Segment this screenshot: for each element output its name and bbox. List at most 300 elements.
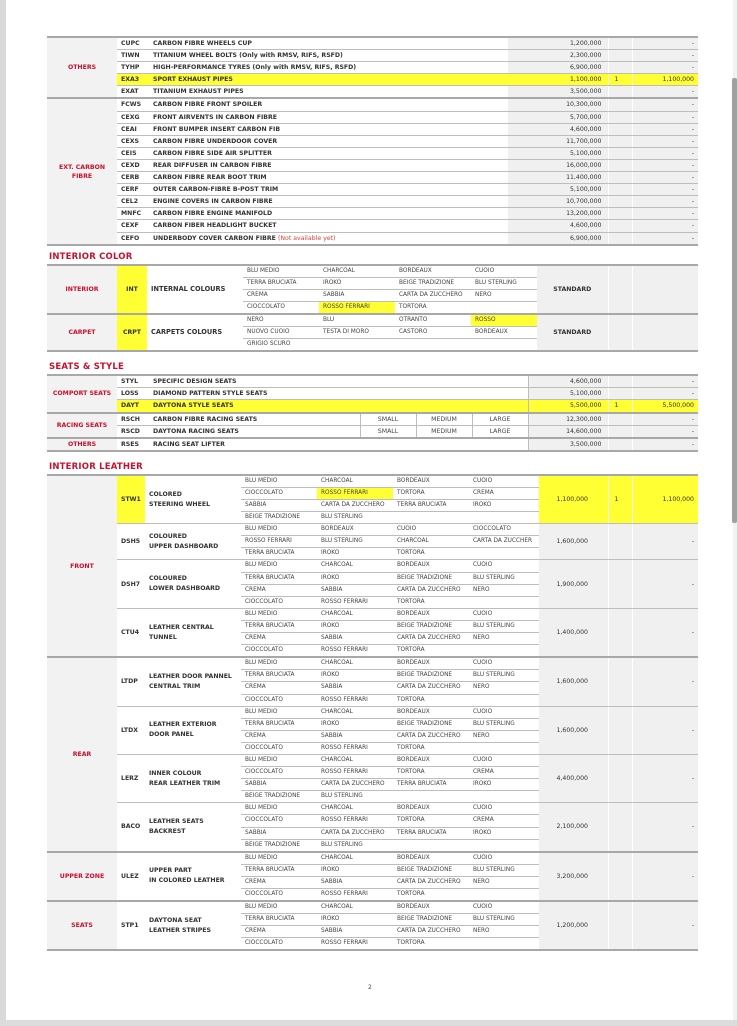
size-option-large[interactable]: LARGE xyxy=(472,425,528,438)
description-line-1: COLOURED xyxy=(149,575,187,583)
color-option[interactable]: CUOIO xyxy=(469,657,539,670)
color-option[interactable]: TORTORA xyxy=(393,694,469,706)
option-row[interactable] xyxy=(47,74,698,86)
color-option[interactable]: BORDEAUX xyxy=(395,265,471,278)
option-code: LTDX xyxy=(117,706,145,754)
option-row[interactable] xyxy=(47,413,698,426)
option-quantity xyxy=(608,413,632,426)
option-price: 13,200,000 xyxy=(508,208,608,220)
description-line-2: UPPER DASHBOARD xyxy=(149,542,219,550)
color-option[interactable]: CUOIO xyxy=(471,265,537,278)
option-price: 3,500,000 xyxy=(508,86,608,99)
option-quantity xyxy=(608,560,632,608)
color-option[interactable]: CIOCCOLATO xyxy=(243,301,319,314)
color-option[interactable]: CIOCCOLATO xyxy=(241,938,317,951)
color-option[interactable]: TORTORA xyxy=(393,742,469,754)
leather-row xyxy=(47,608,698,620)
option-description xyxy=(145,475,241,524)
option-price: 1,200,000 xyxy=(539,901,608,950)
option-row[interactable] xyxy=(47,425,698,438)
option-code: CERF xyxy=(117,184,149,196)
option-description-text: FRONT BUMPER INSERT CARBON FIB xyxy=(153,125,281,133)
description-line-2: IN COLORED LEATHER xyxy=(149,877,225,885)
option-description xyxy=(149,147,508,159)
color-option[interactable]: TERRA BRUCIATA xyxy=(241,548,317,560)
option-code: STP1 xyxy=(117,901,145,950)
color-option[interactable]: IROKO xyxy=(469,500,539,512)
option-total: - xyxy=(632,560,698,608)
color-option[interactable]: BLU xyxy=(319,314,395,327)
option-row[interactable] xyxy=(47,62,698,74)
size-option-small[interactable]: SMALL xyxy=(360,425,416,438)
color-option[interactable]: BORDEAUX xyxy=(393,852,469,865)
color-option[interactable]: ROSSO xyxy=(471,314,537,327)
color-option[interactable]: ROSSO FERRARI xyxy=(317,645,393,658)
description-line-2: STEERING WHEEL xyxy=(149,500,211,508)
color-option xyxy=(469,694,539,706)
option-row[interactable] xyxy=(47,135,698,147)
option-description-text: CARBON FIBRE SIDE AIR SPLITTER xyxy=(153,149,272,157)
seats-style-table xyxy=(47,374,698,452)
color-option[interactable]: SABBIA xyxy=(241,827,317,839)
option-price: 1,100,000 xyxy=(508,74,608,86)
option-price: 1,600,000 xyxy=(539,524,608,560)
color-option[interactable]: ROSSO FERRARI xyxy=(317,767,393,779)
option-row[interactable] xyxy=(47,50,698,62)
color-option[interactable]: CREMA xyxy=(243,289,319,301)
size-option-medium[interactable]: MEDIUM xyxy=(416,413,472,426)
availability-note: (Not available yet) xyxy=(278,234,336,242)
option-code: CEIS xyxy=(117,147,149,159)
option-total: - xyxy=(632,123,698,135)
color-option[interactable]: BEIGE TRADIZIONE xyxy=(393,914,469,926)
color-option[interactable]: SABBIA xyxy=(317,633,393,645)
color-option[interactable]: CUOIO xyxy=(469,608,539,620)
color-option[interactable]: CREMA xyxy=(241,682,317,694)
color-option[interactable]: BEIGE TRADIZIONE xyxy=(393,620,469,632)
option-row[interactable] xyxy=(47,37,698,50)
color-option[interactable]: CARTA DA ZUCCHERO xyxy=(393,876,469,888)
color-option[interactable]: BLU STERLING xyxy=(317,791,393,803)
color-option[interactable]: GRIGIO SCURO xyxy=(243,339,319,352)
color-option[interactable]: CHARCOAL xyxy=(317,657,393,670)
option-description xyxy=(149,184,508,196)
color-option[interactable]: NERO xyxy=(469,730,539,742)
color-option[interactable]: CASTORO xyxy=(395,327,471,339)
color-option[interactable]: CIOCCOLATO xyxy=(241,742,317,754)
color-option[interactable]: BLU STERLING xyxy=(469,864,539,876)
color-option[interactable]: BEIGE TRADIZIONE xyxy=(395,277,471,289)
color-option[interactable]: BEIGE TRADIZIONE xyxy=(241,791,317,803)
description-line-2: LOWER DASHBOARD xyxy=(149,585,221,593)
color-option[interactable]: CHARCOAL xyxy=(317,803,393,815)
color-option[interactable]: CREMA xyxy=(469,767,539,779)
option-code: STYL xyxy=(117,375,149,388)
color-option[interactable]: BLU MEDIO xyxy=(241,754,317,766)
option-code: STW1 xyxy=(117,475,145,524)
color-option[interactable]: ROSSO FERRARI xyxy=(317,487,393,499)
option-row[interactable] xyxy=(47,196,698,208)
color-option[interactable]: NERO xyxy=(469,682,539,694)
option-row[interactable] xyxy=(47,159,698,171)
color-option[interactable]: TERRA BRUCIATA xyxy=(241,864,317,876)
color-option[interactable]: BORDEAUX xyxy=(471,327,537,339)
options-table-others xyxy=(47,36,698,246)
color-option[interactable]: CREMA xyxy=(241,633,317,645)
color-option[interactable]: BEIGE TRADIZIONE xyxy=(241,512,317,524)
color-option[interactable]: IROKO xyxy=(317,864,393,876)
color-option[interactable]: CARTA DA ZUCCHER xyxy=(469,536,539,548)
color-option[interactable]: CARTA DA ZUCCHERO xyxy=(317,827,393,839)
group-label: UPPER ZONE xyxy=(47,852,117,901)
color-option[interactable]: CARTA DA ZUCCHERO xyxy=(393,730,469,742)
option-code: INT xyxy=(117,265,147,314)
color-option[interactable]: ROSSO FERRARI xyxy=(317,815,393,827)
color-option[interactable]: ROSSO FERRARI xyxy=(241,536,317,548)
leather-row xyxy=(47,803,698,815)
option-row[interactable] xyxy=(47,232,698,245)
color-option[interactable]: CARTA DA ZUCCHERO xyxy=(393,926,469,938)
color-option[interactable]: NERO xyxy=(469,584,539,596)
option-total: - xyxy=(632,37,698,50)
color-option[interactable]: CUOIO xyxy=(469,706,539,718)
color-option[interactable]: SABBIA xyxy=(319,289,395,301)
option-row[interactable] xyxy=(47,220,698,232)
color-option[interactable]: CUOIO xyxy=(469,754,539,766)
color-option[interactable]: IROKO xyxy=(469,779,539,791)
color-option[interactable]: BLU MEDIO xyxy=(241,657,317,670)
size-option-small[interactable]: SMALL xyxy=(360,413,416,426)
color-option[interactable]: SABBIA xyxy=(317,584,393,596)
page-number: 2 xyxy=(368,984,372,991)
color-option[interactable]: CUOIO xyxy=(469,901,539,914)
color-option[interactable]: CREMA xyxy=(469,815,539,827)
color-option[interactable]: TORTORA xyxy=(393,889,469,902)
color-option[interactable]: CHARCOAL xyxy=(393,536,469,548)
option-description: CARPETS COLOURS xyxy=(147,314,243,351)
color-option[interactable]: CUOIO xyxy=(469,475,539,488)
color-option[interactable]: TORTORA xyxy=(395,301,471,314)
option-total: - xyxy=(632,86,698,99)
option-price: 1,600,000 xyxy=(539,706,608,754)
color-option[interactable]: SABBIA xyxy=(241,779,317,791)
color-option[interactable]: TERRA BRUCIATA xyxy=(241,572,317,584)
color-option[interactable]: TERRA BRUCIATA xyxy=(393,500,469,512)
color-option[interactable]: CREMA xyxy=(241,584,317,596)
option-total: - xyxy=(632,425,698,438)
color-option[interactable]: TERRA BRUCIATA xyxy=(241,620,317,632)
option-total: - xyxy=(632,220,698,232)
option-quantity xyxy=(608,184,632,196)
option-total: - xyxy=(632,608,698,657)
option-total: - xyxy=(632,50,698,62)
color-option[interactable]: CIOCCOLATO xyxy=(241,645,317,658)
color-option[interactable]: BLU STERLING xyxy=(469,718,539,730)
option-price: 1,900,000 xyxy=(539,560,608,608)
color-option[interactable]: NERO xyxy=(469,926,539,938)
color-option[interactable]: BLU STERLING xyxy=(471,277,537,289)
option-description-text: OUTER CARBON-FIBRE B-POST TRIM xyxy=(153,186,279,194)
color-option[interactable]: CARTA DA ZUCCHERO xyxy=(317,500,393,512)
color-option[interactable]: BORDEAUX xyxy=(393,803,469,815)
color-option[interactable]: IROKO xyxy=(317,670,393,682)
option-description-text: ENGINE COVERS IN CARBON FIBRE xyxy=(153,198,273,206)
color-option[interactable]: SABBIA xyxy=(241,500,317,512)
option-description xyxy=(149,98,508,111)
option-row[interactable] xyxy=(47,375,698,388)
color-option[interactable]: CARTA DA ZUCCHERO xyxy=(393,682,469,694)
option-quantity xyxy=(608,314,632,351)
color-option[interactable]: CHARCOAL xyxy=(319,265,395,278)
color-option[interactable]: SABBIA xyxy=(317,730,393,742)
color-option[interactable]: CUOIO xyxy=(469,560,539,572)
color-option[interactable]: IROKO xyxy=(317,718,393,730)
color-option[interactable]: IROKO xyxy=(317,914,393,926)
color-option[interactable]: BLU MEDIO xyxy=(241,475,317,488)
color-option[interactable]: NERO xyxy=(469,876,539,888)
color-option[interactable]: CREMA xyxy=(241,730,317,742)
option-row[interactable] xyxy=(47,400,698,413)
color-option[interactable]: CARTA DA ZUCCHERO xyxy=(317,779,393,791)
color-option[interactable]: CIOCCOLATO xyxy=(241,767,317,779)
color-option[interactable]: BLU MEDIO xyxy=(243,265,319,278)
leather-row xyxy=(47,852,698,865)
color-option[interactable]: CREMA xyxy=(241,876,317,888)
color-option[interactable]: CHARCOAL xyxy=(317,852,393,865)
option-description xyxy=(149,86,508,99)
color-option[interactable]: BLU MEDIO xyxy=(241,706,317,718)
color-row xyxy=(47,265,698,278)
size-option-medium[interactable]: MEDIUM xyxy=(416,425,472,438)
color-option[interactable]: BEIGE TRADIZIONE xyxy=(393,718,469,730)
color-option[interactable]: TORTORA xyxy=(393,596,469,608)
color-option xyxy=(469,839,539,852)
option-row[interactable] xyxy=(47,172,698,184)
option-row[interactable] xyxy=(47,208,698,220)
option-row[interactable] xyxy=(47,123,698,135)
color-option[interactable]: BORDEAUX xyxy=(393,706,469,718)
color-option[interactable]: CARTA DA ZUCCHERO xyxy=(393,584,469,596)
color-option[interactable]: ROSSO FERRARI xyxy=(319,301,395,314)
color-option[interactable]: BLU MEDIO xyxy=(241,852,317,865)
color-option[interactable]: ROSSO FERRARI xyxy=(317,938,393,951)
color-option[interactable]: CIOCCOLATO xyxy=(241,487,317,499)
option-description xyxy=(149,196,508,208)
color-option[interactable]: TESTA DI MORO xyxy=(319,327,395,339)
color-option[interactable]: SABBIA xyxy=(317,682,393,694)
color-option[interactable]: TORTORA xyxy=(393,938,469,951)
color-option[interactable]: NERO xyxy=(471,289,537,301)
option-quantity xyxy=(608,135,632,147)
color-option[interactable]: IROKO xyxy=(469,827,539,839)
color-option[interactable]: BLU STERLING xyxy=(469,670,539,682)
option-description-text: CARBON FIBRE REAR BOOT TRIM xyxy=(153,174,267,182)
option-total: - xyxy=(632,657,698,706)
option-row[interactable] xyxy=(47,98,698,111)
scrollbar-thumb[interactable] xyxy=(732,78,737,523)
color-option[interactable]: BLU STERLING xyxy=(317,512,393,524)
color-option[interactable]: CHARCOAL xyxy=(317,475,393,488)
color-option[interactable]: TERRA BRUCIATA xyxy=(241,718,317,730)
color-option[interactable]: TERRA BRUCIATA xyxy=(393,827,469,839)
color-option[interactable]: BEIGE TRADIZIONE xyxy=(393,864,469,876)
color-option[interactable]: CHARCOAL xyxy=(317,706,393,718)
description-line-1: DAYTONA SEAT xyxy=(149,916,202,924)
color-option[interactable]: TERRA BRUCIATA xyxy=(243,277,319,289)
color-option[interactable]: BLU MEDIO xyxy=(241,524,317,536)
color-option xyxy=(469,742,539,754)
color-option[interactable]: CARTA DA ZUCCHERO xyxy=(393,633,469,645)
color-option[interactable]: BLU STERLING xyxy=(469,572,539,584)
color-option[interactable]: BLU MEDIO xyxy=(241,608,317,620)
color-option[interactable]: BORDEAUX xyxy=(393,901,469,914)
color-option[interactable]: CREMA xyxy=(469,487,539,499)
color-option[interactable]: BLU STERLING xyxy=(469,620,539,632)
option-description xyxy=(145,560,241,608)
color-option[interactable]: CIOCCOLATO xyxy=(241,596,317,608)
color-option[interactable]: CUOIO xyxy=(469,803,539,815)
color-option[interactable]: ROSSO FERRARI xyxy=(317,742,393,754)
option-price: 16,000,000 xyxy=(508,159,608,171)
option-row[interactable] xyxy=(47,147,698,159)
color-option[interactable]: TERRA BRUCIATA xyxy=(241,914,317,926)
color-option[interactable]: BLU MEDIO xyxy=(241,803,317,815)
color-option[interactable]: NUOVO CUOIO xyxy=(243,327,319,339)
option-price: 12,300,000 xyxy=(528,413,608,426)
leather-row xyxy=(47,475,698,488)
color-option[interactable]: CIOCCOLATO xyxy=(241,889,317,902)
option-quantity xyxy=(608,172,632,184)
description-line-1: COLORED xyxy=(149,490,182,498)
option-description xyxy=(149,123,508,135)
color-option[interactable]: IROKO xyxy=(317,620,393,632)
color-option[interactable]: BORDEAUX xyxy=(317,524,393,536)
size-option-large[interactable]: LARGE xyxy=(472,413,528,426)
group-label: OTHERS xyxy=(47,37,117,98)
color-option[interactable]: CUOIO xyxy=(469,852,539,865)
color-option[interactable]: CHARCOAL xyxy=(317,754,393,766)
color-option[interactable]: TORTORA xyxy=(393,815,469,827)
color-option[interactable]: BORDEAUX xyxy=(393,608,469,620)
color-option[interactable]: BLU STERLING xyxy=(469,914,539,926)
color-option[interactable]: ROSSO FERRARI xyxy=(317,889,393,902)
color-option[interactable]: CHARCOAL xyxy=(317,608,393,620)
leather-row xyxy=(47,524,698,536)
color-option[interactable]: SABBIA xyxy=(317,926,393,938)
color-option[interactable]: CREMA xyxy=(241,926,317,938)
color-option[interactable]: SABBIA xyxy=(317,876,393,888)
description-line-1: LEATHER EXTERIOR xyxy=(149,721,217,729)
color-option xyxy=(469,596,539,608)
option-code: RSCD xyxy=(117,425,149,438)
option-total: - xyxy=(632,98,698,111)
color-option xyxy=(469,938,539,951)
color-option[interactable]: TORTORA xyxy=(393,487,469,499)
color-option[interactable]: NERO xyxy=(469,633,539,645)
leather-row xyxy=(47,901,698,914)
color-option[interactable]: CHARCOAL xyxy=(317,901,393,914)
option-description-text: CARBON FIBRE WHEELS CUP xyxy=(153,40,252,47)
option-total: - xyxy=(632,524,698,560)
option-quantity xyxy=(608,388,632,400)
color-option[interactable]: ROSSO FERRARI xyxy=(317,596,393,608)
leather-row xyxy=(47,560,698,572)
color-option[interactable]: BORDEAUX xyxy=(393,475,469,488)
color-option[interactable]: BEIGE TRADIZIONE xyxy=(393,572,469,584)
option-code: DSH7 xyxy=(117,560,145,608)
option-description xyxy=(149,135,508,147)
color-option[interactable]: IROKO xyxy=(317,548,393,560)
color-option[interactable]: IROKO xyxy=(319,277,395,289)
option-quantity xyxy=(608,123,632,135)
color-option[interactable]: TERRA BRUCIATA xyxy=(241,670,317,682)
color-option[interactable]: BORDEAUX xyxy=(393,560,469,572)
color-option[interactable]: CIOCCOLATO xyxy=(469,524,539,536)
color-option[interactable]: TORTORA xyxy=(393,645,469,658)
option-description: SPECIFIC DESIGN SEATS xyxy=(149,375,528,388)
description-line-2: LEATHER STRIPES xyxy=(149,926,211,934)
option-row[interactable] xyxy=(47,111,698,123)
option-row[interactable] xyxy=(47,438,698,451)
option-row[interactable] xyxy=(47,388,698,400)
option-description-text: CARBON FIBER HEADLIGHT BUCKET xyxy=(153,222,277,230)
option-description: DAYTONA RACING SEATS xyxy=(149,425,360,438)
option-description xyxy=(145,901,241,950)
color-option[interactable]: CARTA DA ZUCCHERO xyxy=(395,289,471,301)
color-option[interactable]: CHARCOAL xyxy=(317,560,393,572)
group-label: OTHERS xyxy=(47,438,117,451)
color-option[interactable]: IROKO xyxy=(317,572,393,584)
color-option[interactable]: CIOCCOLATO xyxy=(241,694,317,706)
color-option[interactable]: NERO xyxy=(243,314,319,327)
option-description xyxy=(145,852,241,901)
option-description: DIAMOND PATTERN STYLE SEATS xyxy=(149,388,528,400)
color-option xyxy=(469,645,539,658)
color-option[interactable]: TORTORA xyxy=(393,548,469,560)
option-code: EXA3 xyxy=(117,74,149,86)
option-price: 1,400,000 xyxy=(539,608,608,657)
color-option[interactable]: BLU STERLING xyxy=(317,536,393,548)
color-option[interactable]: ROSSO FERRARI xyxy=(317,694,393,706)
option-row[interactable] xyxy=(47,184,698,196)
color-option[interactable]: CUOIO xyxy=(393,524,469,536)
color-option[interactable]: BORDEAUX xyxy=(393,657,469,670)
color-option[interactable]: BEIGE TRADIZIONE xyxy=(393,670,469,682)
color-option xyxy=(469,791,539,803)
interior-leather-table xyxy=(47,474,698,952)
color-option[interactable]: TERRA BRUCIATA xyxy=(393,779,469,791)
option-price: 3,200,000 xyxy=(539,852,608,901)
option-description xyxy=(145,754,241,802)
color-option[interactable]: BEIGE TRADIZIONE xyxy=(241,839,317,852)
option-total: - xyxy=(632,135,698,147)
color-option[interactable]: BORDEAUX xyxy=(393,754,469,766)
option-price: 10,700,000 xyxy=(508,196,608,208)
option-description: CARBON FIBRE RACING SEATS xyxy=(149,413,360,426)
option-row[interactable] xyxy=(47,86,698,99)
description-line-1: UPPER PART xyxy=(149,867,192,875)
option-quantity xyxy=(608,425,632,438)
option-description-text: REAR DIFFUSER IN CARBON FIBRE xyxy=(153,161,272,169)
color-option[interactable]: TORTORA xyxy=(393,767,469,779)
color-option[interactable]: BLU MEDIO xyxy=(241,560,317,572)
option-quantity xyxy=(608,852,632,901)
color-option[interactable]: BLU MEDIO xyxy=(241,901,317,914)
color-option[interactable]: BLU STERLING xyxy=(317,839,393,852)
option-code: TYHP xyxy=(117,62,149,74)
color-option[interactable]: CIOCCOLATO xyxy=(241,815,317,827)
color-option[interactable]: OTRANTO xyxy=(395,314,471,327)
